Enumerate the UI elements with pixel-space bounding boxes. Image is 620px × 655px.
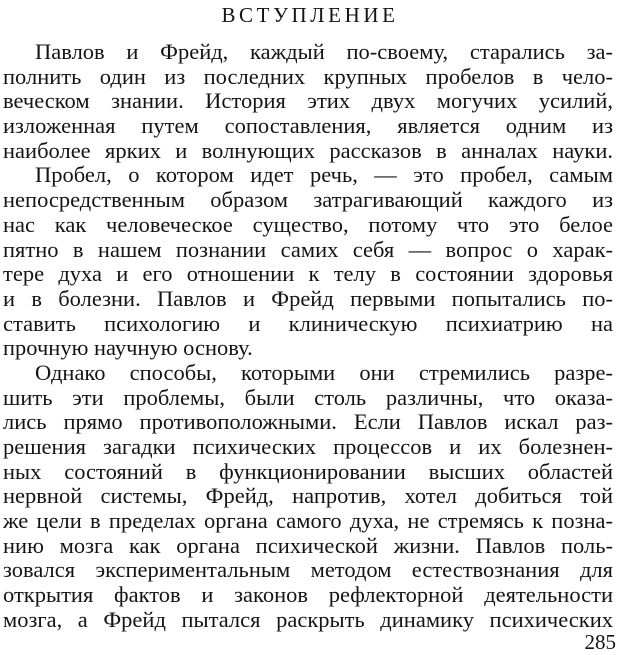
chapter-heading: ВСТУПЛЕНИЕ	[221, 3, 399, 27]
text-line: нас как человеческое существо, потому что это белое	[3, 212, 613, 237]
text-line: же цели в пределах органа самого духа, не стремясь к позна-	[3, 509, 613, 534]
text-line: прочную научную основу.	[3, 336, 253, 361]
paragraph-1	[3, 40, 613, 163]
text-line: непосредственным образом затрагивающий каждого из	[3, 188, 613, 213]
text-line: и в болезни. Павлов и Фрейд первыми попытались по-	[3, 286, 613, 311]
text-line: Однако способы, которыми они стремились разре-	[35, 360, 613, 385]
text-line: шить эти проблемы, были столь различны, что оказа-	[3, 385, 613, 410]
paragraph-3	[3, 361, 613, 633]
text-line: лись прямо противоположными. Если Павлов искал раз-	[3, 410, 613, 435]
body-text	[3, 40, 613, 633]
text-line: изложенная путем сопоставления, является одним из	[3, 114, 613, 139]
text-line: нервной системы, Фрейд, напротив, хотел добиться той	[3, 484, 613, 509]
text-line: нию мозга как органа психической жизни. Павлов поль-	[3, 533, 613, 558]
text-line: наиболее ярких и волнующих рассказов в анналах науки.	[3, 138, 613, 163]
text-line: зовался экспериментальным методом естествознания для	[3, 558, 613, 583]
text-line: ставить психологию и клиническую психиатрию на	[3, 311, 613, 336]
text-line: веческом знании. История этих двух могучих усилий,	[3, 89, 613, 114]
text-line: ных состояний в функционировании высших областей	[3, 459, 613, 484]
paragraph-2	[3, 163, 613, 361]
text-line: полнить один из последних крупных пробелов в чело-	[3, 64, 613, 89]
text-line: тере духа и его отношении к телу в состоянии здоровья	[3, 262, 613, 287]
page-number: 285	[584, 630, 616, 654]
text-line: открытия фактов и законов рефлекторной деятельности	[3, 583, 613, 608]
text-line: Павлов и Фрейд, каждый по-своему, старались за-	[35, 40, 613, 64]
text-line: решения загадки психических процессов и их болезнен-	[3, 435, 613, 459]
text-line: Пробел, о котором идет речь, — это пробел, самым	[35, 163, 613, 188]
text-line: пятно в нашем познании самих себя — вопрос о харак-	[3, 237, 613, 262]
text-line: мозга, а Фрейд пытался раскрыть динамику психических	[3, 607, 613, 632]
